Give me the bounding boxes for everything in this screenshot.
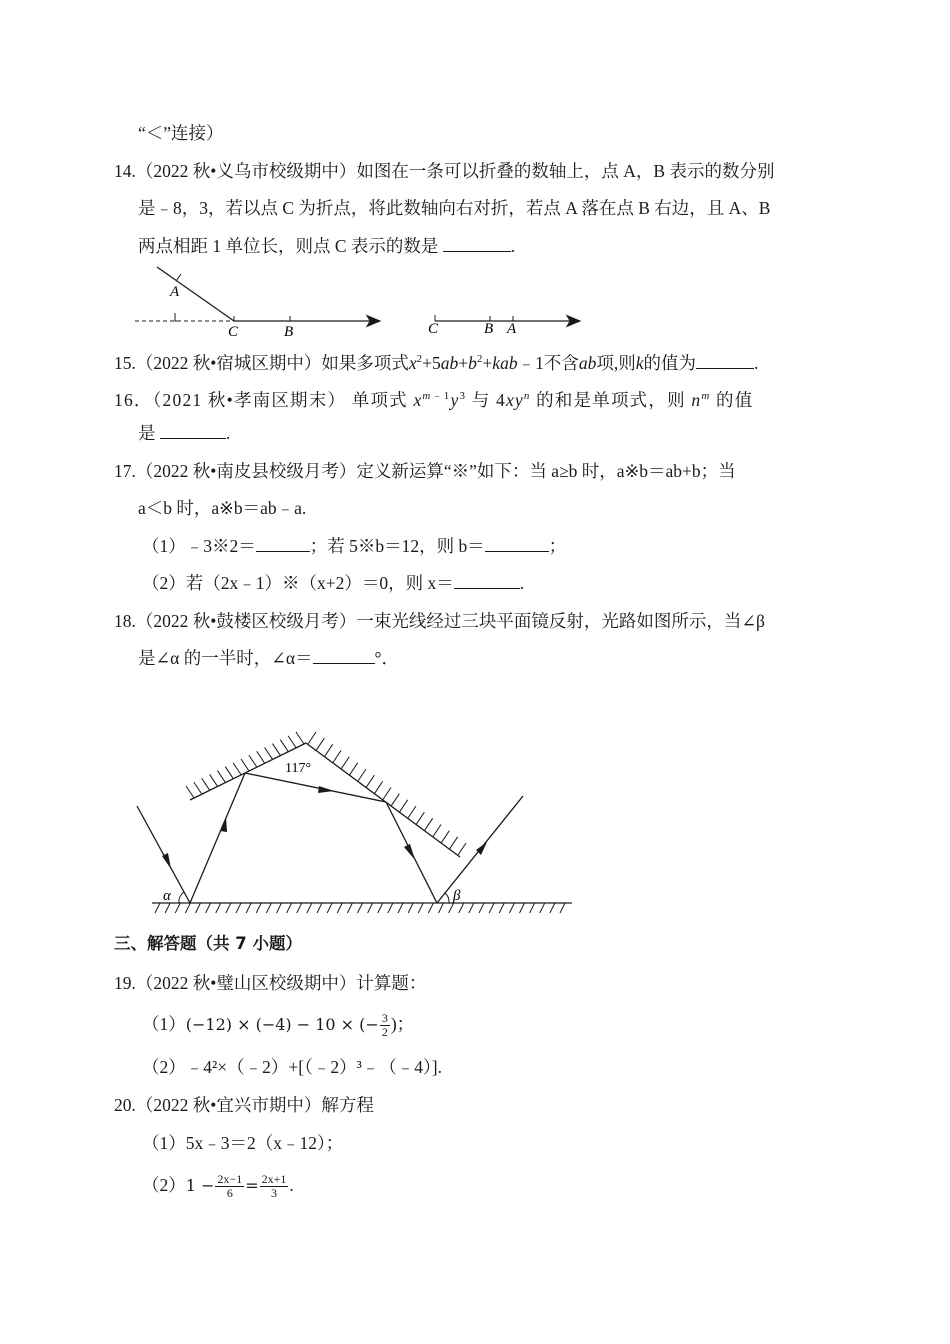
right-hatch-mark <box>400 800 408 812</box>
q20-sub2 <box>142 1173 294 1200</box>
section-3-heading: 三、解答题（共 7 小题） <box>114 934 302 953</box>
q18-source: （2022 秋•鼓楼区校级月考） <box>135 611 357 631</box>
right-hatch-mark <box>308 732 316 744</box>
q16-text2: 与 <box>471 389 491 410</box>
label-a: A <box>170 284 180 300</box>
ground-hatch-mark <box>408 903 413 913</box>
arrowhead-3 <box>318 786 334 793</box>
q20-frac2-num: 2x+1 <box>261 1172 287 1187</box>
q14-line3: 两点相距 1 单位长，则点 C 表示的数是 . <box>138 236 516 256</box>
ground-hatch-mark <box>165 903 170 913</box>
q20-text: 解方程 <box>321 1095 374 1115</box>
ground-hatch-mark <box>449 903 454 913</box>
ground-hatch-mark <box>206 903 211 913</box>
label-c: C <box>228 324 239 340</box>
q16-text4: 的值 <box>716 389 754 410</box>
left-hatch-mark <box>210 774 218 786</box>
q20-fraction-1 <box>215 1173 244 1200</box>
q15-source: （2022 秋•宿城区期中） <box>135 352 322 373</box>
q19-sub1 <box>142 1012 414 1039</box>
left-hatch-mark <box>296 732 304 744</box>
q20-eq: = <box>245 1176 259 1195</box>
left-hatch-mark <box>233 763 241 775</box>
arrowhead-4 <box>404 844 415 860</box>
right-hatch-mark <box>433 825 441 837</box>
q15-not-contain: 不含 <box>543 352 579 373</box>
alpha-arc <box>179 892 184 903</box>
q14-line3-text: 两点相距 1 单位长，则点 C 表示的数是 <box>138 236 439 256</box>
q15-text-post: 的值为 <box>643 352 696 373</box>
q18-line2a: 是∠α 的一半时，∠α＝ <box>138 648 313 668</box>
q20-frac2-den: 3 <box>271 1186 277 1201</box>
arrowhead-1 <box>162 853 171 869</box>
right-hatch-mark <box>316 738 324 750</box>
q16-line1: 16．（2021 秋•孝南区期末） 单项式 $x^{m﹣1}y^3$ 与 $4xy^n$ 的和是单项式，则 $n^m$ 的值 <box>114 389 754 410</box>
left-hatch-mark <box>202 778 210 790</box>
right-hatch-mark <box>341 757 349 769</box>
right-hatch-mark <box>416 812 424 824</box>
q17-sub2-b: . <box>519 573 525 593</box>
ground-hatch-mark <box>560 903 565 913</box>
left-hatch-mark <box>194 782 202 794</box>
q18-line2b: °． <box>374 648 400 668</box>
ground-hatch-mark <box>317 903 322 913</box>
ground-hatch-mark <box>469 903 474 913</box>
ground-hatch-mark <box>226 903 231 913</box>
label-b2: B <box>484 321 494 337</box>
ground-hatch-mark <box>277 903 282 913</box>
left-hatch-mark <box>265 747 273 759</box>
ground-hatch-mark <box>479 903 484 913</box>
right-hatch-mark <box>325 744 333 756</box>
q14-number: 14. <box>114 161 136 181</box>
right-hatch-mark <box>458 843 466 855</box>
beta-arc <box>445 893 449 903</box>
q19-source: （2022 秋•璧山区校级期中） <box>135 973 357 993</box>
q17-text: 定义新运算“※”如下：当 a≥b 时，a※b＝ab+b；当 <box>356 461 736 481</box>
left-hatch-mark <box>288 736 296 748</box>
q20-frac1-num: 2x−1 <box>217 1172 243 1187</box>
ground-hatch-mark <box>388 903 393 913</box>
ground-hatch-mark <box>256 903 261 913</box>
right-hatch-mark <box>441 831 449 843</box>
q16-line2-text: 是 <box>138 423 156 443</box>
right-hatch-mark <box>425 818 433 830</box>
label-a2: A <box>507 321 517 337</box>
beta-label: β <box>453 888 461 904</box>
q19-sub1-label: （1） <box>142 1014 186 1034</box>
left-hatch-mark <box>217 771 225 783</box>
left-hatch-mark <box>225 767 233 779</box>
q18-text: 一束光线经过三块平面镜反射，光路如图所示，当∠β <box>356 611 765 631</box>
q20-sub2-label: （2） <box>142 1175 186 1195</box>
q15-text-mid: 项,则 <box>596 352 636 373</box>
right-hatch-mark <box>408 806 416 818</box>
ground-hatch-mark <box>155 903 160 913</box>
left-hatch-mark <box>280 740 288 752</box>
q20-sub1: （1）5x﹣3＝2（x﹣12）； <box>142 1133 344 1153</box>
ground-hatch-mark <box>287 903 292 913</box>
label-c2: C <box>428 321 439 337</box>
q19-frac-num: 3 <box>381 1011 388 1026</box>
q20-sub2-end: . <box>289 1175 294 1195</box>
q19-text: 计算题： <box>356 973 427 993</box>
ground-hatch-mark <box>236 903 241 913</box>
q16-text1: 单项式 <box>351 389 408 410</box>
q20-number: 20. <box>114 1095 136 1115</box>
q17-number: 17. <box>114 461 136 481</box>
ground-hatch-mark <box>509 903 514 913</box>
right-hatch-mark <box>383 788 391 800</box>
q19-fraction <box>380 1012 390 1039</box>
q15-line: 15.（2022 秋•宿城区期中）如果多项式$x^2+5ab+b^2+kab﹣1$不含ab项,则k的值为 . <box>114 352 759 373</box>
q14-source: （2022 秋•义乌市校级期中） <box>135 161 357 181</box>
q15-number: 15. <box>114 352 136 373</box>
q16-line2: 是 . <box>138 423 231 443</box>
q19-sub2-expr: ﹣4²×（﹣2）+[（﹣2）³﹣（﹣4）]. <box>185 1057 443 1077</box>
right-hatch-mark <box>333 751 341 763</box>
q14-line2: 是﹣8，3，若以点 C 为折点，将此数轴向右对折，若点 A 落在点 B 右边，且 A、B <box>138 198 771 218</box>
q17-source: （2022 秋•南皮县校级月考） <box>135 461 357 481</box>
ground-hatch-mark <box>175 903 180 913</box>
ground-hatch-mark <box>489 903 494 913</box>
q19-line <box>114 971 426 995</box>
q17-line2: a＜b 时，a※b＝ab﹣a. <box>138 498 307 518</box>
ground-hatch-mark <box>520 903 525 913</box>
q19-number: 19. <box>114 973 136 993</box>
ground-hatch-mark <box>358 903 363 913</box>
angle-117-label: 117° <box>285 761 312 776</box>
q20-frac1-den: 6 <box>226 1186 233 1201</box>
q17-sub1-c: ； <box>548 536 567 556</box>
ground-hatch-mark <box>327 903 332 913</box>
ground-hatch-mark <box>428 903 433 913</box>
right-hatch-mark <box>366 775 374 787</box>
ray-3 <box>245 773 386 802</box>
ground-hatch-mark <box>216 903 221 913</box>
q20-line <box>114 1093 374 1117</box>
q17-sub1-a: （1）﹣3※2＝ <box>142 536 256 556</box>
ground-hatch-mark <box>550 903 555 913</box>
ground-hatch-mark <box>439 903 444 913</box>
q14-text: 如图在一条可以折叠的数轴上，点 A，B 表示的数分别 <box>356 161 775 181</box>
ground-hatch-mark <box>266 903 271 913</box>
right-hatch-mark <box>350 763 358 775</box>
left-hatch-mark <box>186 786 194 798</box>
ray-arrowheads <box>162 786 487 869</box>
ray-2 <box>190 773 245 903</box>
ground-hatch-mark <box>307 903 312 913</box>
ground-hatch-mark <box>398 903 403 913</box>
ground-hatch-mark <box>185 903 190 913</box>
q19-sub2-label: （2） <box>142 1057 186 1077</box>
ground-hatch-mark <box>459 903 464 913</box>
left-hatch-mark <box>257 751 265 763</box>
q19-sub1-tail: )； <box>390 1014 415 1034</box>
q16-text3: 的和是单项式，则 <box>536 389 686 410</box>
ground-hatch-mark <box>297 903 302 913</box>
arrowhead-2 <box>220 817 227 832</box>
q15-text: 如果多项式 <box>321 352 409 373</box>
ground-hatch-mark <box>246 903 251 913</box>
left-hatch-mark <box>249 755 257 767</box>
right-mirror-hatch <box>308 732 466 855</box>
ground-hatch-mark <box>378 903 383 913</box>
ground-hatch-mark <box>530 903 535 913</box>
ground-hatch-mark <box>499 903 504 913</box>
q18-number: 18. <box>114 611 136 631</box>
right-hatch-mark <box>391 794 399 806</box>
left-hatch-mark <box>272 744 280 756</box>
ground-hatch-mark <box>368 903 373 913</box>
label-b: B <box>284 324 294 340</box>
ground-hatch-mark <box>196 903 201 913</box>
ground-hatch-mark <box>418 903 423 913</box>
ground-hatch-mark <box>347 903 352 913</box>
q13-tail: “＜”连接） <box>138 123 224 143</box>
ground-hatch-mark <box>337 903 342 913</box>
q17-sub2-a: （2）若（2x﹣1）※（x+2）＝0，则 x＝ <box>142 573 454 593</box>
right-mirror <box>306 743 460 857</box>
q19-sub1-expr: (−12) × (−4) − 10 × (− <box>185 1015 379 1034</box>
right-hatch-mark <box>450 837 458 849</box>
ground-hatch <box>155 903 565 913</box>
q17-sub1-b: ；若 5※b＝12，则 b＝ <box>309 536 485 556</box>
q19-sub2 <box>142 1055 442 1079</box>
right-hatch-mark <box>375 781 383 793</box>
q16-number: 16． <box>114 389 153 410</box>
ground-hatch-mark <box>540 903 545 913</box>
q20-source: （2022 秋•宜兴市期中） <box>135 1095 322 1115</box>
q16-source: （2021 秋•孝南区期末） <box>152 389 347 410</box>
left-hatch-mark <box>241 759 249 771</box>
q20-fraction-2 <box>260 1173 289 1200</box>
q20-sub2-a: 1 − <box>185 1176 215 1195</box>
right-hatch-mark <box>358 769 366 781</box>
q19-frac-den: 2 <box>381 1025 388 1040</box>
alpha-label: α <box>163 888 171 904</box>
